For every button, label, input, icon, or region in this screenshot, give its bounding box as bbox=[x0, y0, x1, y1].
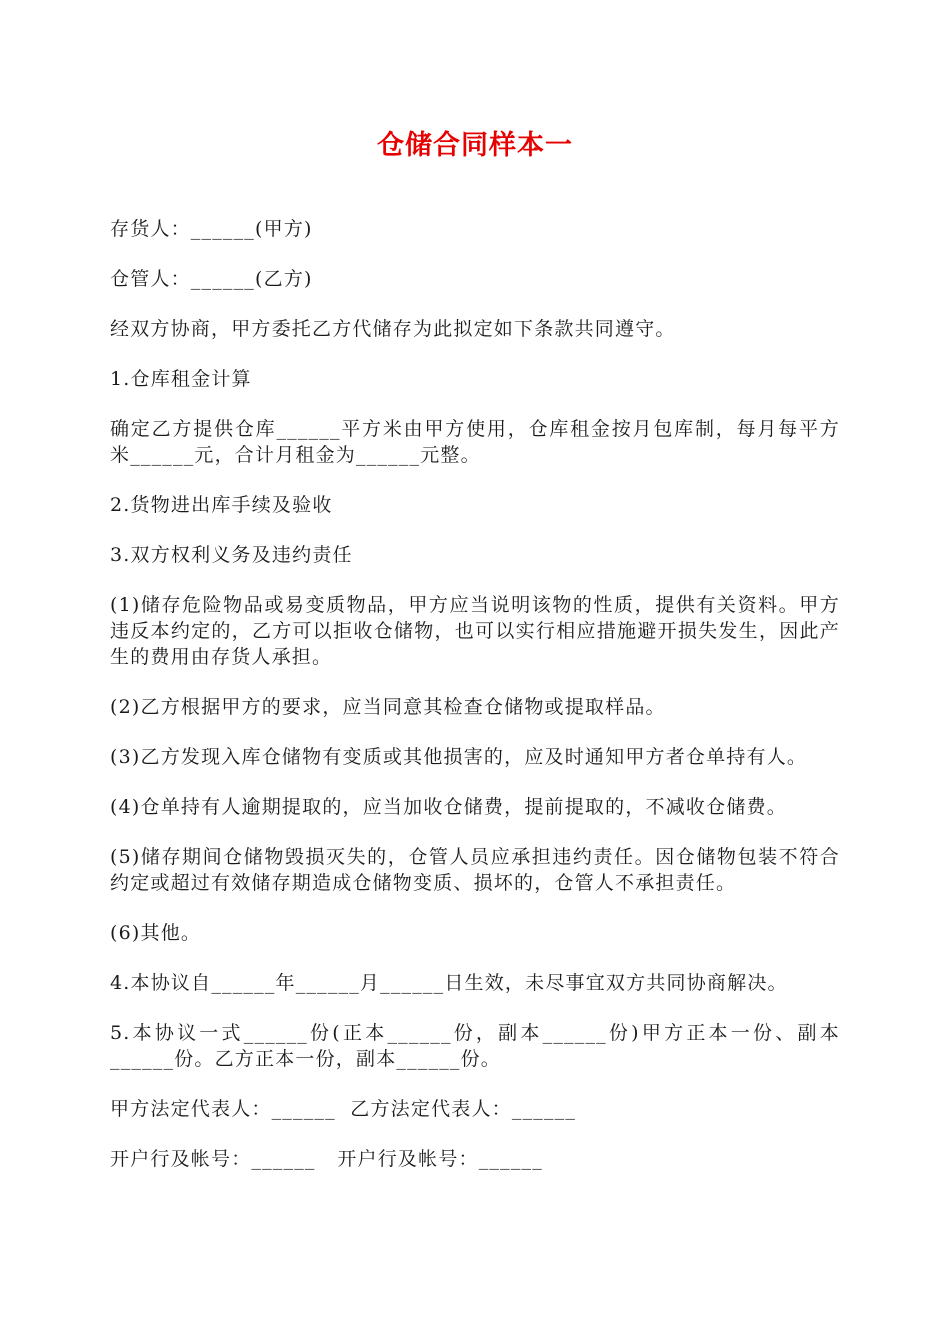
clause-3-heading: 3.双方权利义务及违约责任 bbox=[110, 544, 353, 566]
warehouse-keeper-line: 仓管人：______(乙方) bbox=[110, 268, 313, 290]
clause-3-item-1: (1)储存危险物品或易变质物品，甲方应当说明该物的性质，提供有关资料。甲方违反本约定的，乙方可以拒收仓储物，也可以实行相应措施避开损失发生，因此产生的费用由存货人承担。 bbox=[110, 594, 840, 668]
clause-3-item-3: (3)乙方发现入库仓储物有变质或其他损害的，应及时通知甲方者仓单持有人。 bbox=[110, 746, 808, 768]
preamble-paragraph: 经双方协商，甲方委托乙方代储存为此拟定如下条款共同遵守。 bbox=[110, 318, 676, 340]
clause-1-heading: 1.仓库租金计算 bbox=[110, 368, 252, 390]
legal-representatives-line: 甲方法定代表人：______ 乙方法定代表人：______ bbox=[110, 1098, 577, 1120]
clause-3-item-5: (5)储存期间仓储物毁损灭失的，仓管人员应承担违约责任。因仓储物包装不符合约定或超过有效储存期造成仓储物变质、损坏的，仓管人不承担责任。 bbox=[110, 846, 840, 894]
clause-3-item-6: (6)其他。 bbox=[110, 922, 202, 944]
clause-3-item-4: (4)仓单持有人逾期提取的，应当加收仓储费，提前提取的，不减收仓储费。 bbox=[110, 796, 787, 818]
depositor-line: 存货人：______(甲方) bbox=[110, 218, 313, 240]
document-title: 仓储合同样本一 bbox=[377, 130, 573, 161]
clause-1-body: 确定乙方提供仓库______平方米由甲方使用，仓库租金按月包库制，每月每平方米______元，合计月租金为______元整。 bbox=[110, 418, 840, 466]
clause-4-effective-date: 4.本协议自______年______月______日生效，未尽事宜双方共同协商解决。 bbox=[110, 972, 788, 994]
clause-5-copies: 5.本协议一式______份(正本______份，副本______份)甲方正本一份、副本______份。乙方正本一份，副本______份。 bbox=[110, 1022, 840, 1070]
document-body bbox=[110, 216, 840, 1196]
clause-3-item-2: (2)乙方根据甲方的要求，应当同意其检查仓储物或提取样品。 bbox=[110, 696, 666, 718]
clause-2-heading: 2.货物进出库手续及验收 bbox=[110, 494, 333, 516]
bank-accounts-line: 开户行及帐号：______ 开户行及帐号：______ bbox=[110, 1148, 543, 1170]
